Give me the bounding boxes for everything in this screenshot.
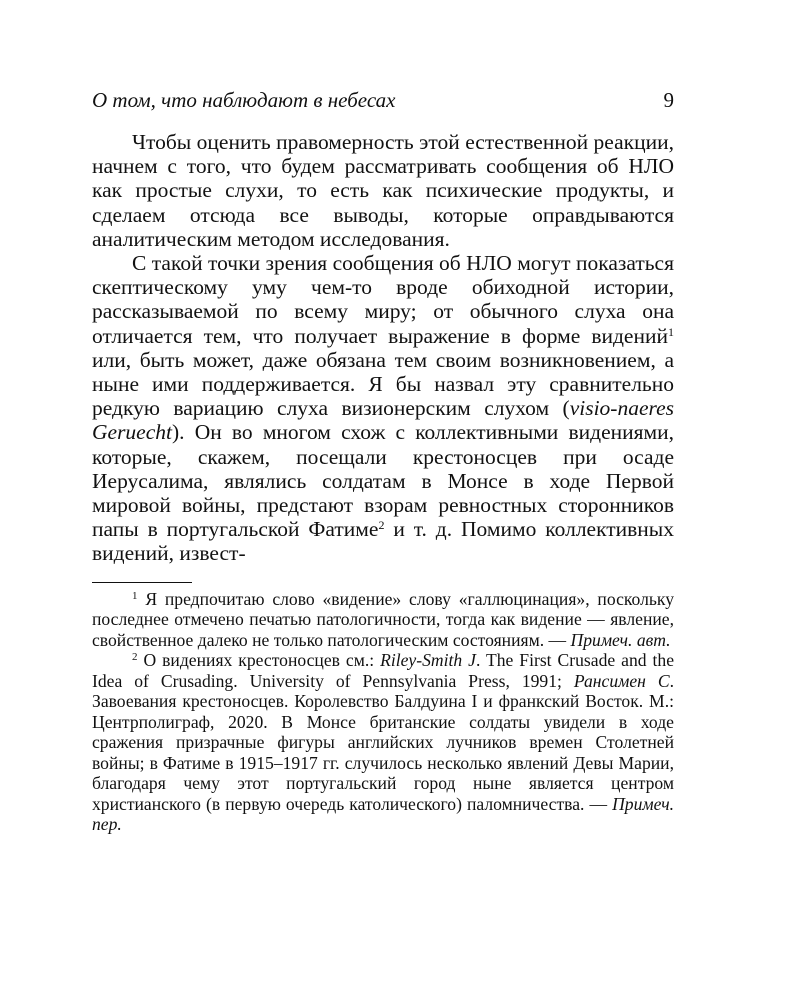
book-page xyxy=(92,88,674,835)
paragraph-text: ). Он во многом схож с коллективными видениями, которые, скажем, посещали крестоносцев при осаде Иерусалима, являлись солдатам в Монсе в ходе Первой мировой войны, предстают взорам ревностных сторонников папы в португальской Фатиме xyxy=(92,420,674,542)
body-text xyxy=(92,130,674,566)
footnote-text: О видениях крестоносцев см.: xyxy=(137,650,381,671)
footnote-text: . The First Crusade and the Idea of Crusading. University of Pennsylvania Press, 1991; xyxy=(92,650,674,691)
footnote-mark: 2 xyxy=(132,651,138,664)
footnotes xyxy=(92,589,674,835)
german-term: visio-naeres Geruecht xyxy=(92,396,674,445)
footnote-mark: 1 xyxy=(132,589,138,602)
paragraph xyxy=(92,251,674,566)
running-head xyxy=(92,88,674,116)
citation-author: Рансимен С xyxy=(573,670,670,691)
citation-author: Riley-Smith J xyxy=(380,650,476,671)
footnote-text: Я предпочитаю слово «видение» слову «галлюцинация», поскольку последнее отмечено печатью патологичности, тогда как видение — явление, свойственное далеко не только патологическим состояниям. — xyxy=(92,588,674,650)
footnote-attribution: Примеч. авт. xyxy=(570,629,671,650)
footnote-attribution: Примеч. пер. xyxy=(92,793,674,835)
paragraph-text: Чтобы оценить правомерность этой естественной реакции, начнем с того, что будем рассматривать сообщения об НЛО как простые слухи, то есть как психические продукты, и сделаем отсюда все выводы, которые оправдываются аналитическим методом исследования. xyxy=(92,130,674,251)
footnote-reference: 1 xyxy=(668,324,674,339)
footnote-reference: 2 xyxy=(378,518,385,533)
paragraph xyxy=(92,130,674,251)
footnote-divider xyxy=(92,582,192,583)
footnote-1 xyxy=(92,589,674,651)
paragraph-text: или, быть может, даже обязана тем своим возникновением, а ныне ими поддерживается. Я бы назвал эту сравнительно редкую вариацию слуха визионерским слухом ( xyxy=(92,347,674,421)
footnote-text: . Завоевания крестоносцев. Королевство Балдуина I и франкский Восток. М.: Центрполиграф, 2020. В Монсе британские солдаты увидели в ходе сражения призрачные фигуры английских лучников времен Столетней войны; в Фатиме в 1915–1917 гг. случилось несколько явлений Девы Марии, благодаря чему этот португальский город ныне является центром христианского (в первую очередь католического) паломничества. — xyxy=(92,670,675,814)
paragraph-text: и т. д. Помимо коллективных видений, извест- xyxy=(92,517,675,566)
paragraph-text: С такой точки зрения сообщения об НЛО могут показаться скептическому уму чем-то вроде обиходной истории, рассказываемой по всему миру; от обычного слуха она отличается тем, что получает выражение в форме видений xyxy=(92,251,674,348)
footnote-2 xyxy=(92,650,674,835)
page-number: 9 xyxy=(663,88,674,112)
running-title: О том, что наблюдают в небесах xyxy=(92,88,396,112)
